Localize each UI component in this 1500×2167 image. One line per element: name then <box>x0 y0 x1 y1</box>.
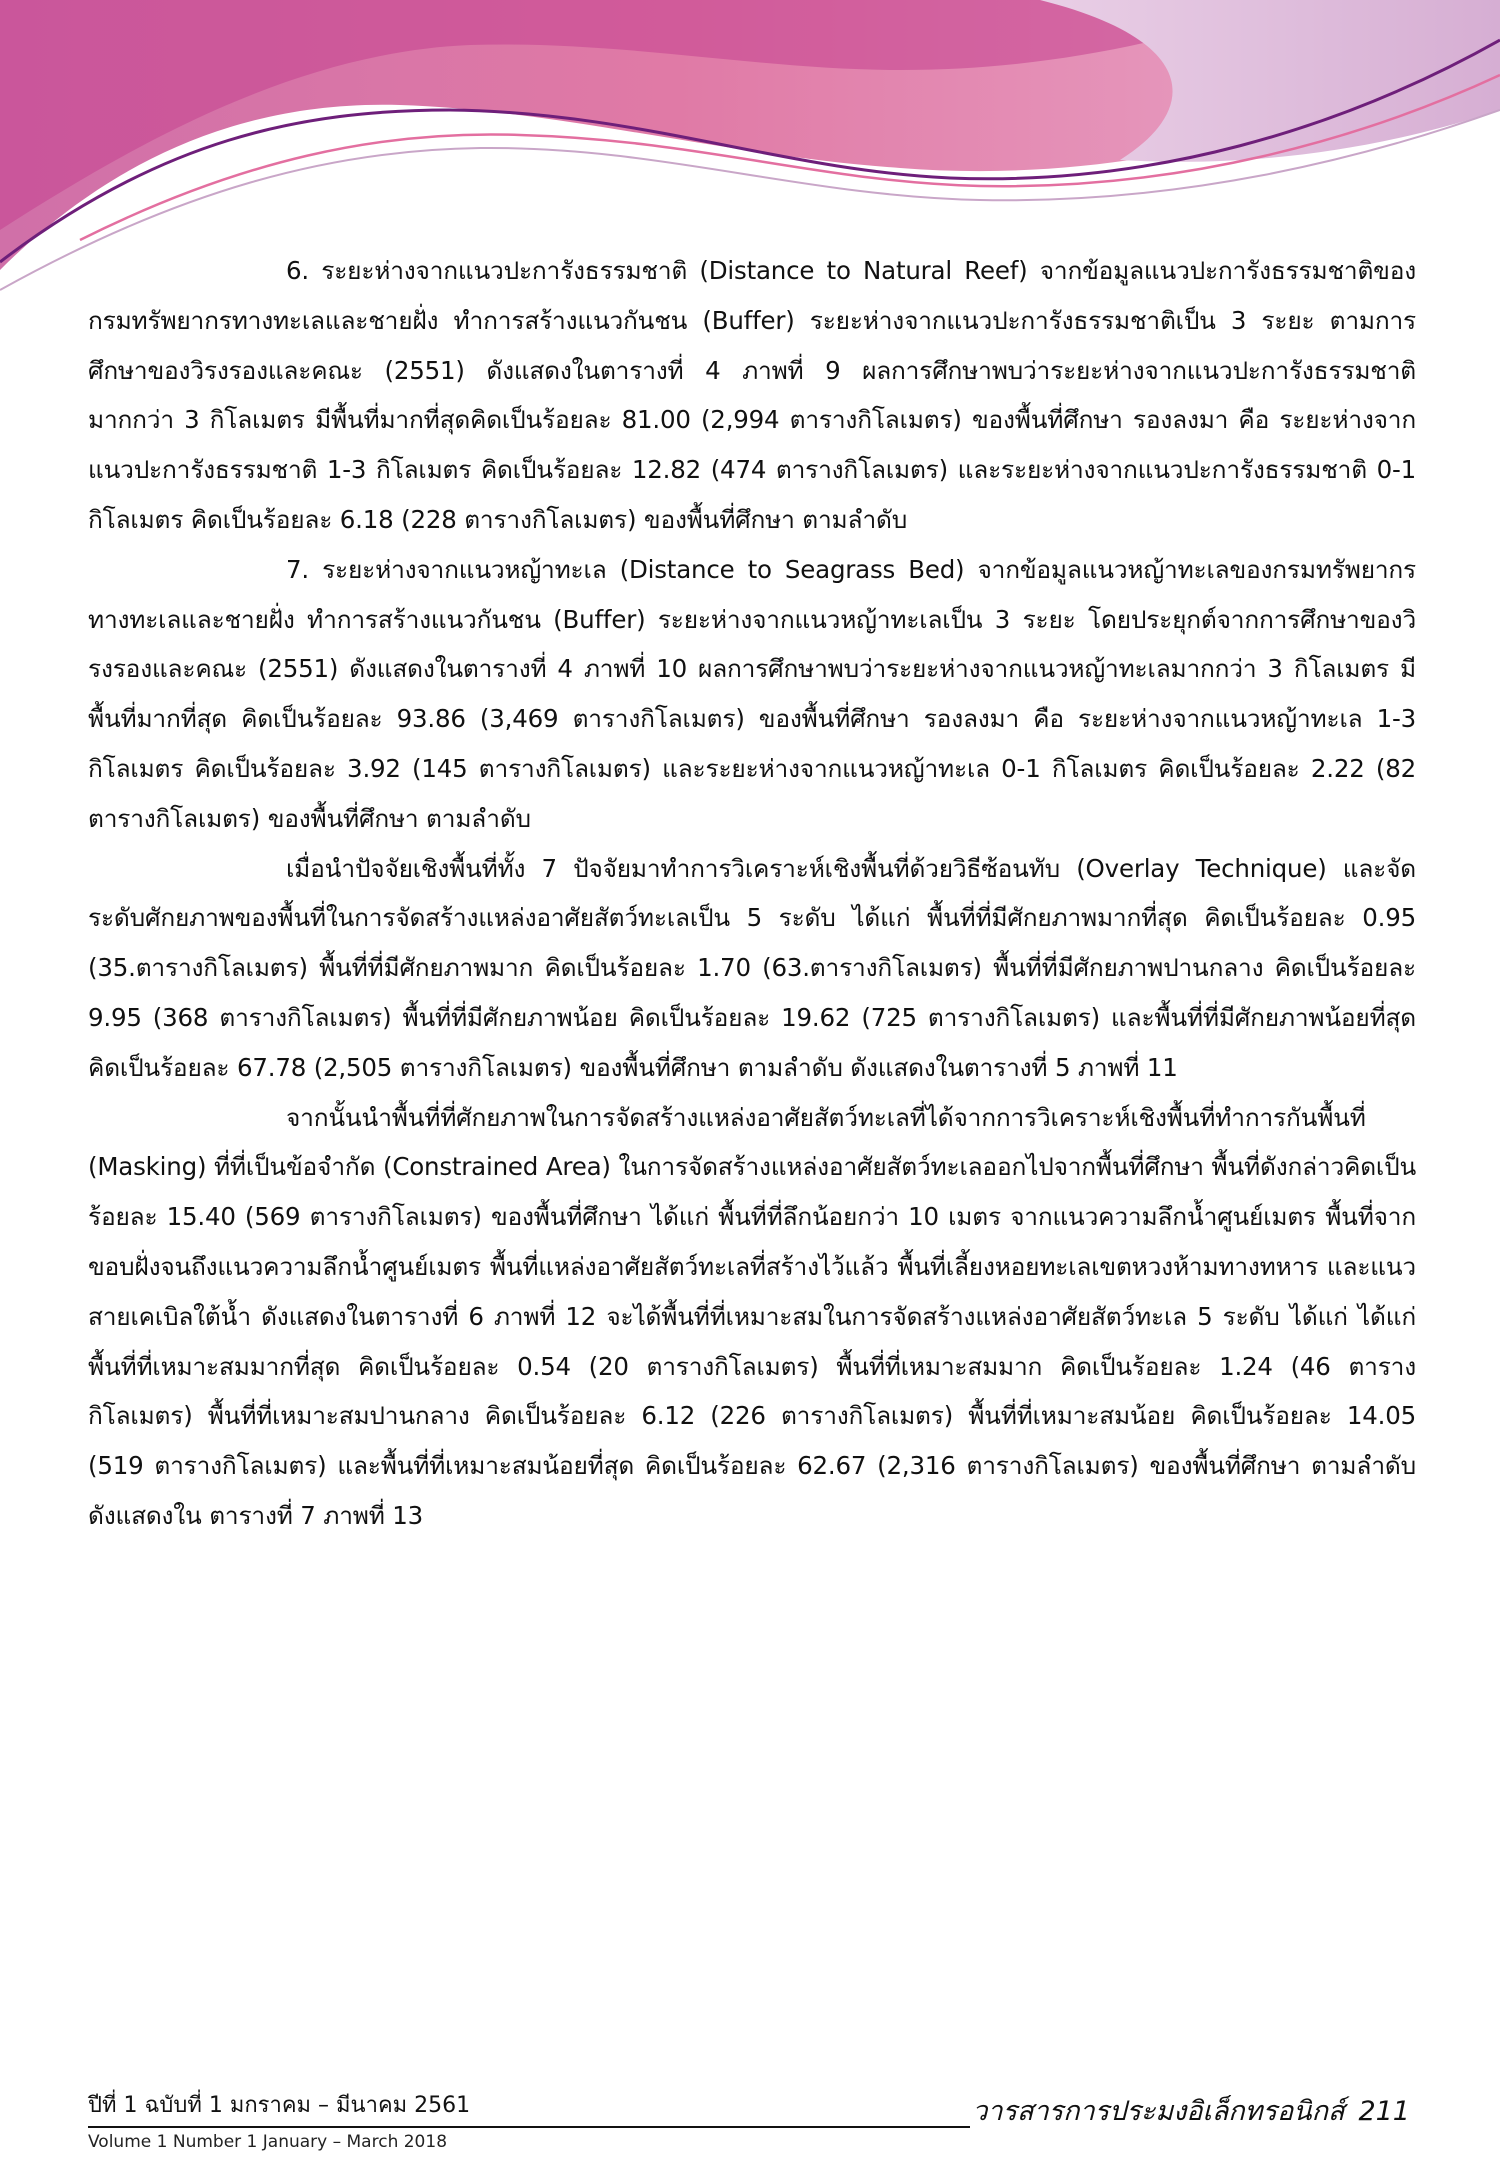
page-footer <box>88 2092 1418 2162</box>
paragraph-masking-suitability: จากนั้นนำพื้นที่ที่ศักยภาพในการจัดสร้างแหล่งอาศัยสัตว์ทะเลที่ได้จากการวิเคราะห์เชิงพื้นที่ทำการกันพื้นที่ (Masking) ที่ที่เป็นข้อจำกัด (Constrained Area) ในการจัดสร้างแหล่งอาศัยสัตว์ทะเลออกไปจากพื้นที่ศึกษา พื้นที่ดังกล่าวคิดเป็นร้อยละ 15.40 (569 ตารางกิโลเมตร) ของพื้นที่ศึกษา ได้แก่ พื้นที่ที่ลึกน้อยกว่า 10 เมตร จากแนวความลึกน้ำศูนย์เมตร พื้นที่จากขอบฝั่งจนถึงแนวความลึกน้ำศูนย์เมตร พื้นที่แหล่งอาศัยสัตว์ทะเลที่สร้างไว้แล้ว พื้นที่เลี้ยงหอยทะเลเขตหวงห้ามทางทหาร และแนวสายเคเบิลใต้น้ำ ดังแสดงในตารางที่ 6 ภาพที่ 12 จะได้พื้นที่ที่เหมาะสมในการจัดสร้างแหล่งอาศัยสัตว์ทะเล 5 ระดับ ได้แก่ ได้แก่ พื้นที่ที่เหมาะสมมากที่สุด คิดเป็นร้อยละ 0.54 (20 ตารางกิโลเมตร) พื้นที่ที่เหมาะสมมาก คิดเป็นร้อยละ 1.24 (46 ตารางกิโลเมตร) พื้นที่ที่เหมาะสมปานกลาง คิดเป็นร้อยละ 6.12 (226 ตารางกิโลเมตร) พื้นที่ที่เหมาะสมน้อย คิดเป็นร้อยละ 14.05 (519 ตารางกิโลเมตร) และพื้นที่ที่เหมาะสมน้อยที่สุด คิดเป็นร้อยละ 62.67 (2,316 ตารางกิโลเมตร) ของพื้นที่ศึกษา ตามลำดับดังแสดงใน ตารางที่ 7 ภาพที่ 13 <box>88 1102 1416 1530</box>
issue-thai: ปีที่ 1 ฉบับที่ 1 มกราคม – มีนาคม 2561 <box>88 2093 471 2118</box>
footer-rule <box>88 2126 970 2128</box>
paragraph-overlay-potential: เมื่อนำปัจจัยเชิงพื้นที่ทั้ง 7 ปัจจัยมาทำการวิเคราะห์เชิงพื้นที่ด้วยวิธีซ้อนทับ (Overlay Technique) และจัดระดับศักยภาพของพื้นที่ในการจัดสร้างแหล่งอาศัยสัตว์ทะเลเป็น 5 ระดับ ได้แก่ พื้นที่ที่มีศักยภาพมากที่สุด คิดเป็นร้อยละ 0.95 (35.ตารางกิโลเมตร) พื้นที่ที่มีศักยภาพมาก คิดเป็นร้อยละ 1.70 (63.ตารางกิโลเมตร) พื้นที่ที่มีศักยภาพปานกลาง คิดเป็นร้อยละ 9.95 (368 ตารางกิโลเมตร) พื้นที่ที่มีศักยภาพน้อย คิดเป็นร้อยละ 19.62 (725 ตารางกิโลเมตร) และพื้นที่ที่มีศักยภาพน้อยที่สุด คิดเป็นร้อยละ 67.78 (2,505 ตารางกิโลเมตร) ของพื้นที่ศึกษา ตามลำดับ ดังแสดงในตารางที่ 5 ภาพที่ 11 <box>88 853 1416 1082</box>
page-number: 211 <box>1358 2096 1410 2127</box>
paragraph-natural-reef: 6. ระยะห่างจากแนวปะการังธรรมชาติ (Distance to Natural Reef) จากข้อมูลแนวปะการังธรรมชาติของกรมทรัพยากรทางทะเลและชายฝั่ง ทำการสร้างแนวกันชน (Buffer) ระยะห่างจากแนวปะการังธรรมชาติเป็น 3 ระยะ ตามการศึกษาของวิรงรองและคณะ (2551) ดังแสดงในตารางที่ 4 ภาพที่ 9 ผลการศึกษาพบว่าระยะห่างจากแนวปะการังธรรมชาติมากกว่า 3 กิโลเมตร มีพื้นที่มากที่สุดคิดเป็นร้อยละ 81.00 (2,994 ตารางกิโลเมตร) ของพื้นที่ศึกษา รองลงมา คือ ระยะห่างจากแนวปะการังธรรมชาติ 1-3 กิโลเมตร คิดเป็นร้อยละ 12.82 (474 ตารางกิโลเมตร) และระยะห่างจากแนวปะการังธรรมชาติ 0-1 กิโลเมตร คิดเป็นร้อยละ 6.18 (228 ตารางกิโลเมตร) ของพื้นที่ศึกษา ตามลำดับ <box>88 256 1416 534</box>
paragraph-seagrass-bed: 7. ระยะห่างจากแนวหญ้าทะเล (Distance to Seagrass Bed) จากข้อมูลแนวหญ้าทะเลของกรมทรัพยากรทางทะเลและชายฝั่ง ทำการสร้างแนวกันชน (Buffer) ระยะห่างจากแนวหญ้าทะเลเป็น 3 ระยะ โดยประยุกต์จากการศึกษาของวิรงรองและคณะ (2551) ดังแสดงในตารางที่ 4 ภาพที่ 10 ผลการศึกษาพบว่าระยะห่างจากแนวหญ้าทะเลมากกว่า 3 กิโลเมตร มีพื้นที่มากที่สุด คิดเป็นร้อยละ 93.86 (3,469 ตารางกิโลเมตร) ของพื้นที่ศึกษา รองลงมา คือ ระยะห่างจากแนวหญ้าทะเล 1-3 กิโลเมตร คิดเป็นร้อยละ 3.92 (145 ตารางกิโลเมตร) และระยะห่างจากแนวหญ้าทะเล 0-1 กิโลเมตร คิดเป็นร้อยละ 2.22 (82 ตารางกิโลเมตร) ของพื้นที่ศึกษา ตามลำดับ <box>88 554 1416 833</box>
issue-english: Volume 1 Number 1 January – March 2018 <box>88 2132 448 2152</box>
article-body <box>88 246 1416 1541</box>
journal-name: วารสารการประมงอิเล็กทรอนิกส์ <box>972 2096 1345 2127</box>
journal-title <box>972 2096 1410 2128</box>
